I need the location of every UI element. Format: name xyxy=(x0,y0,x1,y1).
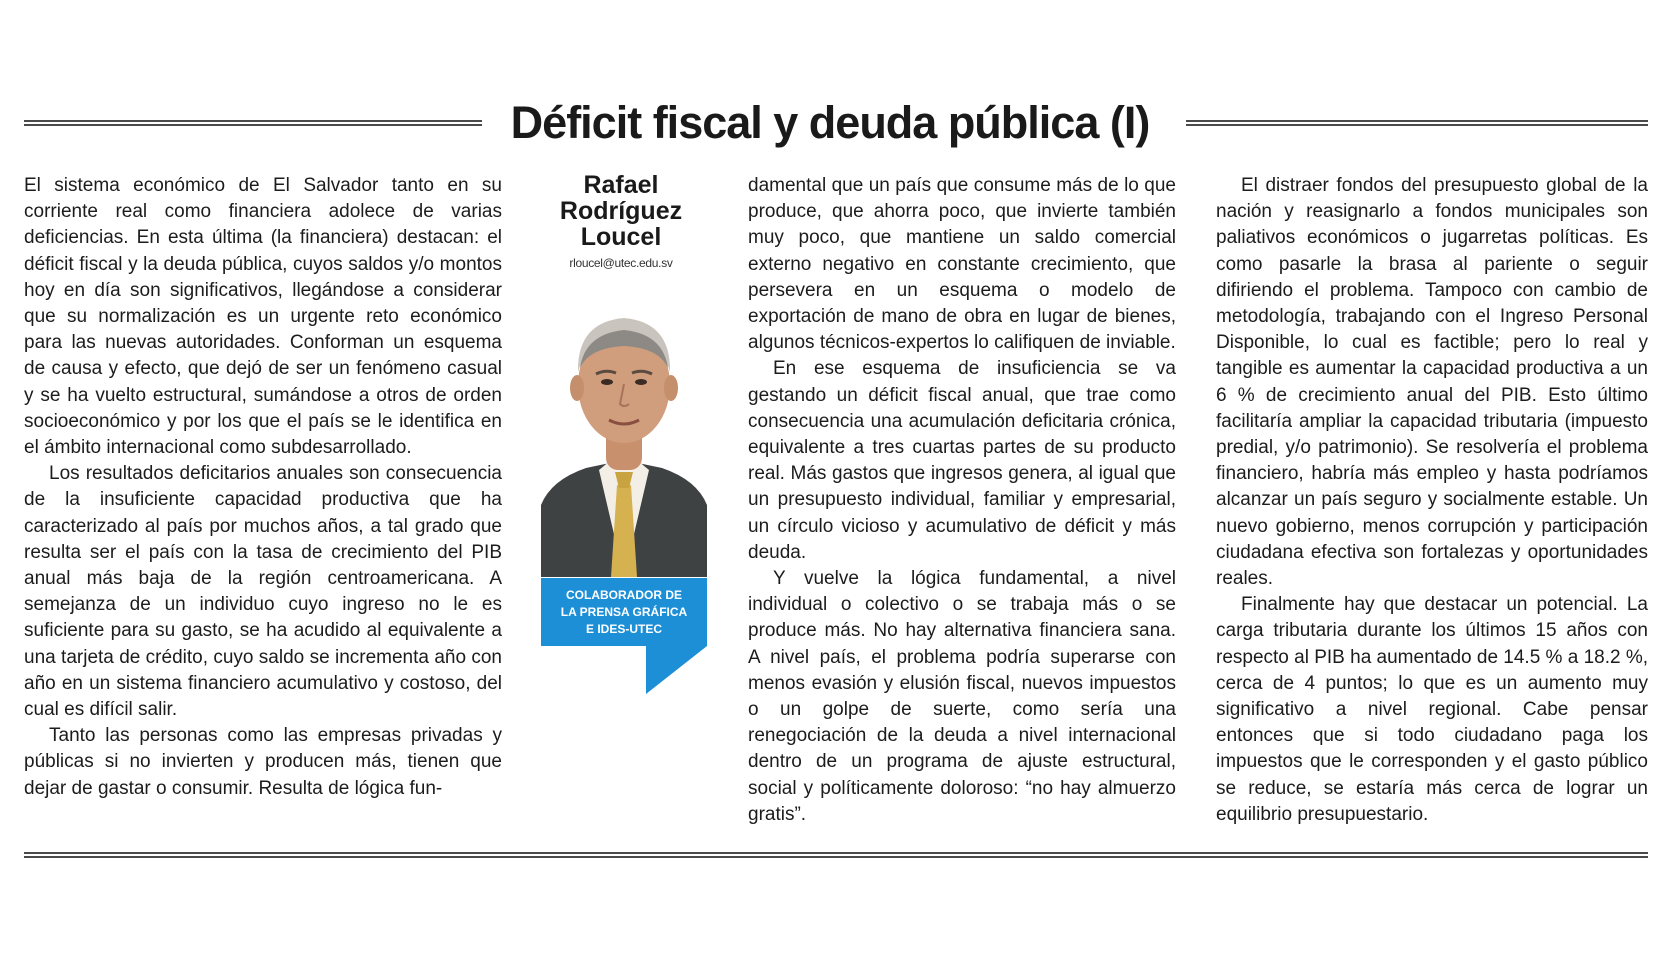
paragraph: El sistema económico de El Salvador tanto en su corriente real como financiera adolece de varias deficiencias. En esta última (la financiera) destacan: el déficit fiscal y la deuda pública, cuyos saldos y/o montos hoy en día son significativos, llegándose a considerar que su normalización es un urgente reto económico para las nuevas autoridades. Conforman un esquema de causa y efecto, que dejó de ser un fenómeno casual y se ha vuelto estructural, sumándose a otros de orden socioeconómico y por los que el país se le identifica en el ámbito internacional como subdesarrollado. xyxy=(24,175,502,459)
contributor-badge-line: E IDES-UTEC xyxy=(585,622,662,636)
footer-rule xyxy=(24,852,1648,858)
headline-rule-left xyxy=(24,120,482,126)
paragraph: damental que un país que consume más de lo que produce, que ahorra poco, que invierte también muy poco, que mantiene un saldo comercial externo negativo en constante crecimiento, que persevera en un esquema o modelo de exportación de mano de obra en lugar de bienes, algunos técnicos-expertos lo califiquen de inviable. xyxy=(748,175,1176,354)
contributor-badge-line: COLABORADOR DE xyxy=(566,588,682,602)
author-portrait xyxy=(541,300,707,577)
paragraph: Y vuelve la lógica fundamental, a nivel individual o colectivo o se trabaja más o se produce más. No hay alternativa financiera sana. A nivel país, el problema podría superarse con menos evasión y elusión fiscal, nuevos impuestos o un golpe de suerte, como sería una renegociación de la deuda a nivel internacional dentro de un programa de ajuste estructural, social y políticamente doloroso: “no hay almuerzo gratis”. xyxy=(748,568,1176,825)
paragraph: Los resultados deficitarios anuales son consecuencia de la insuficiente capacidad productiva que ha caracterizado al país por muchos años, a tal grado que resulta ser el país con la tasa de crecimiento del PIB anual más baja de la región centroamericana. A semejanza de un individuo cuyo ingreso no le es suficiente para su gasto, se ha acudido al equivalente a una tarjeta de crédito, cuyo saldo se incrementa año con año en un sistema financiero acumulativo y costoso, del cual es difícil salir. xyxy=(24,463,502,721)
author-byline xyxy=(536,172,706,270)
author-name xyxy=(536,172,706,250)
author-email: rloucel@utec.edu.sv xyxy=(569,256,673,270)
article-headline: Déficit fiscal y deuda pública (I) xyxy=(510,97,1150,148)
contributor-badge xyxy=(541,578,707,646)
badge-pointer-tail xyxy=(646,646,707,694)
paragraph: En ese esquema de insuficiencia se va gestando un déficit fiscal anual, que trae como consecuencia una acumulación deficitaria crónica, equivalente a tres cuartas partes de su producto real. Más gastos que ingresos genera, al igual que un presupuesto individual, familiar y empresarial, un círculo vicioso y acumulativo de déficit y más deuda. xyxy=(748,358,1176,563)
author-name-line: Loucel xyxy=(580,223,662,251)
contributor-badge-line: LA PRENSA GRÁFICA xyxy=(560,605,688,619)
article-column-1 xyxy=(24,173,502,802)
author-name-line: Rafael xyxy=(583,171,659,199)
author-name-line: Rodríguez xyxy=(559,197,683,225)
headline-rule-right xyxy=(1186,120,1648,126)
paragraph: El distraer fondos del presupuesto global de la nación y reasignarlo a fondos municipales son paliativos económicos o jugarretas políticas. Es como pasarle la brasa al pariente o seguir difiriendo el problema. Tampoco con cambio de metodología, trabajando con el Ingreso Personal Disponible, lo cual es factible; pero lo real y tangible es aumentar la capacidad productiva a un 6 % de crecimiento anual del PIB. Esto último facilitaría ampliar la capacidad tributaria (impuesto predial, y/o patrimonio). Se resolvería el problema financiero, habría más empleo y hasta podríamos alcanzar un país seguro y socialmente estable. Un nuevo gobierno, menos corrupción y participación ciudadana efectiva son fortalezas y oportunidades reales. xyxy=(1216,175,1648,590)
paragraph: Tanto las personas como las empresas privadas y públicas si no invierten y producen más, tienen que dejar de gastar o consumir. Resulta de lógica fun- xyxy=(24,725,502,799)
article-column-2 xyxy=(748,173,1176,828)
paragraph: Finalmente hay que destacar un potencial. La carga tributaria durante los últimos 15 años con respecto al PIB ha aumentado de 14.5 % a 18.2 %, cerca de 4 puntos; lo que es un aumento muy significativo a nivel regional. Cabe pensar entonces que si todo ciudadano paga los impuestos que le corresponden y el gasto público se reduce, se estaría más cerca de lograr un equilibrio presupuestario. xyxy=(1216,594,1649,825)
article-column-3 xyxy=(1216,173,1648,828)
